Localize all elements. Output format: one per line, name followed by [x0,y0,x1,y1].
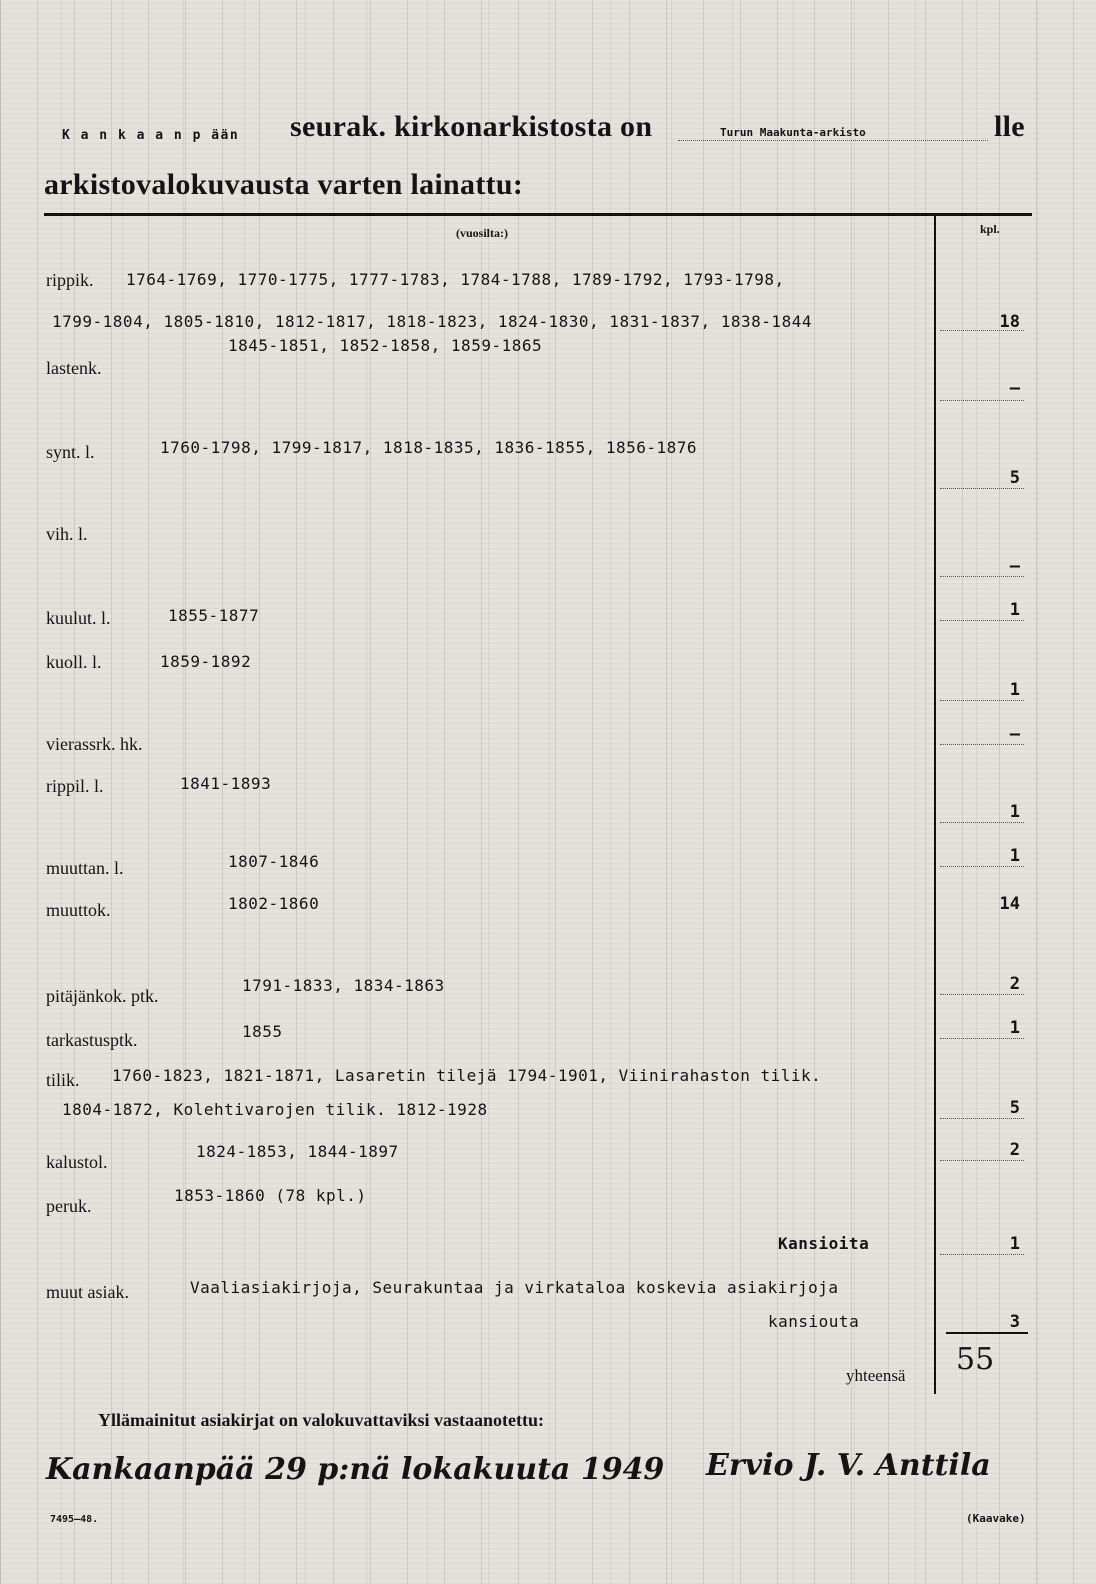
dotted-line [940,576,1024,577]
dotted-line [940,1160,1024,1161]
header-suffix: lle [994,110,1025,143]
rippik-years-1: 1764-1769, 1770-1775, 1777-1783, 1784-1788, 1789-1792, 1793-1798, [126,270,785,289]
total-label: yhteensä [846,1366,906,1385]
label-synt: synt. l. [46,442,95,462]
label-lastenk: lastenk. [46,358,102,378]
dotted-line [678,140,988,141]
muuttok-years: 1802-1860 [228,894,320,913]
label-tarkastusptk: tarkastusptk. [46,1030,138,1050]
kansioita-label: Kansioita [778,1234,870,1253]
label-rippil: rippil. l. [46,776,104,796]
place-date-handwritten: Kankaanpää 29 p:nä lokakuuta 1949 [46,1452,665,1487]
kuoll-years: 1859-1892 [160,652,252,671]
rippil-years: 1841-1893 [180,774,272,793]
count-muuttan: 1 [1009,846,1020,866]
count-vih: – [1009,556,1020,576]
label-vierassrk: vierassrk. hk. [46,734,143,754]
count-rippil: 1 [1009,802,1020,822]
label-tilik: tilik. [46,1070,80,1090]
rippik-years-2: 1799-1804, 1805-1810, 1812-1817, 1818-1823, 1824-1830, 1831-1837, 1838-1844 [52,312,812,331]
header-rule [44,213,1032,216]
dotted-line [940,620,1024,621]
label-vih: vih. l. [46,524,88,544]
count-column-label: kpl. [980,222,1000,236]
count-muuttok: 14 [999,894,1020,914]
dotted-line [940,1038,1024,1039]
count-lastenk: – [1009,378,1020,398]
pitajankok-years: 1791-1833, 1834-1863 [242,976,445,995]
muut-asiak-line-1: Vaaliasiakirjoja, Seurakuntaa ja virkataloa koskevia asiakirjoja [190,1278,839,1297]
total-rule [946,1332,1028,1334]
muut-asiak-line-2: kansiouta [768,1312,860,1331]
dotted-line [940,822,1024,823]
label-muuttan: muuttan. l. [46,858,124,878]
received-statement: Yllämainitut asiakirjat on valokuvattaviksi vastaanotettu: [98,1410,545,1430]
label-rippik: rippik. [46,270,94,290]
dotted-line [940,1254,1024,1255]
parish-name: K a n k a a n p ään [62,128,240,143]
count-vierassrk: – [1009,724,1020,744]
form-number: 7495—48. [50,1514,99,1525]
synt-years: 1760-1798, 1799-1817, 1818-1835, 1836-1855, 1856-1876 [160,438,698,457]
header-title: seurak. kirkonarkistosta on [290,110,653,143]
count-kuulut: 1 [1009,600,1020,620]
count-rippik: 18 [999,312,1020,332]
count-kalustol: 2 [1009,1140,1020,1160]
label-peruk: peruk. [46,1196,92,1216]
kuulut-years: 1855-1877 [168,606,260,625]
count-muut-asiak: 3 [1009,1312,1020,1332]
label-muuttok: muuttok. [46,900,111,920]
count-tarkastusptk: 1 [1009,1018,1020,1038]
dotted-line [940,700,1024,701]
dotted-line [940,400,1024,401]
years-column-label: (vuosilta:) [456,226,508,240]
signature: Ervio J. V. Anttila [706,1448,991,1483]
label-pitajankok: pitäjänkok. ptk. [46,986,159,1006]
label-kuulut: kuulut. l. [46,608,111,628]
rippik-years-3: 1845-1851, 1852-1858, 1859-1865 [228,336,543,355]
dotted-line [940,994,1024,995]
kalustol-years: 1824-1853, 1844-1897 [196,1142,399,1161]
header-subtitle: arkistovalokuvausta varten lainattu: [44,168,524,201]
count-kansioita: 1 [1009,1234,1020,1254]
peruk-years: 1853-1860 (78 kpl.) [174,1186,367,1205]
count-kuoll: 1 [1009,680,1020,700]
tilik-line-1: 1760-1823, 1821-1871, Lasaretin tilejä 1794-1901, Viinirahaston tilik. [112,1066,822,1085]
count-synt: 5 [1009,468,1020,488]
tilik-line-2: 1804-1872, Kolehtivarojen tilik. 1812-1928 [62,1100,488,1119]
column-divider [934,216,936,1394]
label-kuoll: kuoll. l. [46,652,102,672]
label-kalustol: kalustol. [46,1152,108,1172]
label-muut-asiak: muut asiak. [46,1282,129,1302]
muuttan-years: 1807-1846 [228,852,320,871]
dotted-line [940,488,1024,489]
count-pitajankok: 2 [1009,974,1020,994]
recipient-archive: Turun Maakunta-arkisto [720,126,866,139]
total-value: 55 [956,1342,995,1377]
count-tilik: 5 [1009,1098,1020,1118]
form-tag: (Kaavake) [966,1512,1026,1525]
dotted-line [940,866,1024,867]
dotted-line [940,744,1024,745]
tarkastusptk-years: 1855 [242,1022,283,1041]
dotted-line [940,1118,1024,1119]
